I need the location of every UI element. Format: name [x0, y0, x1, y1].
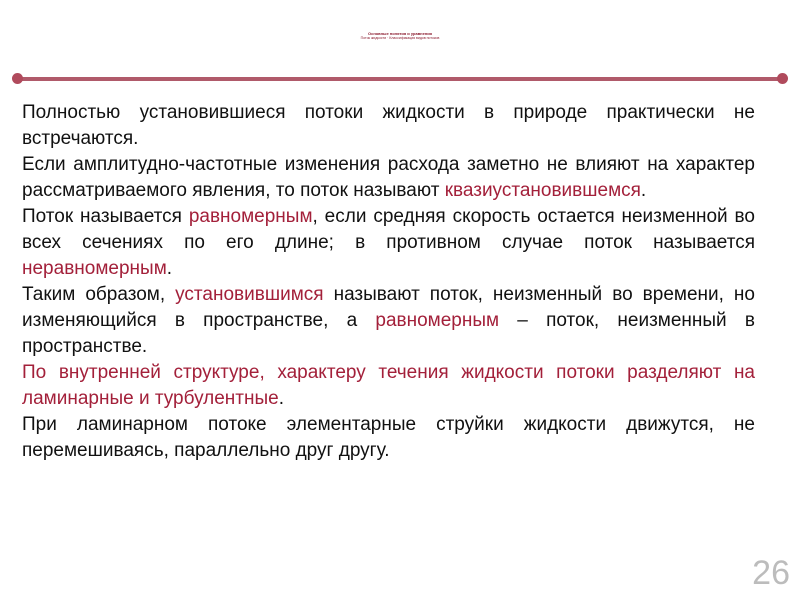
paragraph-uniform — [22, 204, 755, 282]
paragraph-text: . — [166, 258, 173, 279]
slide-subtitle: Поток жидкости · Классификация видов потоков — [360, 36, 440, 40]
paragraph-text: Полностью установившиеся потоки жидкости в природе практически не встречаются. — [22, 102, 755, 149]
divider-right-dot — [777, 73, 788, 84]
paragraph-summary — [22, 282, 755, 360]
term-uniform: равномерным — [188, 206, 313, 227]
paragraph-text: называют поток, неизменный во времени, но изменяющийся в пространстве, а — [22, 284, 755, 331]
paragraph-text: Если амплитудно-частотные изменения расхода заметно не влияют на характер рассматриваемого явления, то поток называют — [22, 154, 755, 201]
term-uniform-2: равномерным — [375, 310, 500, 331]
term-steady: установившимся — [175, 284, 324, 305]
paragraph-text: – поток, неизменный в пространстве. — [22, 310, 755, 357]
header-divider — [20, 77, 780, 81]
slide-body — [22, 100, 755, 464]
paragraph-text: Таким образом, — [22, 284, 176, 305]
slide-header — [0, 31, 800, 41]
term-nonuniform: неравномерным — [22, 258, 167, 279]
paragraph-text: . — [640, 180, 647, 201]
paragraph-steady-flows — [22, 100, 755, 152]
divider-left-dot — [12, 73, 23, 84]
slide-title: Основные понятия и уравнения — [367, 31, 432, 36]
paragraph-text: . — [278, 388, 285, 409]
paragraph-structure — [22, 360, 755, 412]
term-quasi-steady: квазиустановившемся — [444, 180, 641, 201]
paragraph-quasi-steady — [22, 152, 755, 204]
page-number: 26 — [752, 554, 790, 592]
term-laminar-turbulent: По внутренней структуре, характеру течения жидкости потоки разделяют на ламинарные и турбулентные — [22, 362, 755, 409]
paragraph-laminar — [22, 412, 755, 464]
paragraph-text: Поток называется — [22, 206, 189, 227]
paragraph-text: При ламинарном потоке элементарные струйки жидкости движутся, не перемешиваясь, параллельно друг другу. — [22, 414, 755, 461]
paragraph-text: , если средняя скорость остается неизменной во всех сечениях по его длине; в противном случае поток называется — [22, 206, 755, 253]
